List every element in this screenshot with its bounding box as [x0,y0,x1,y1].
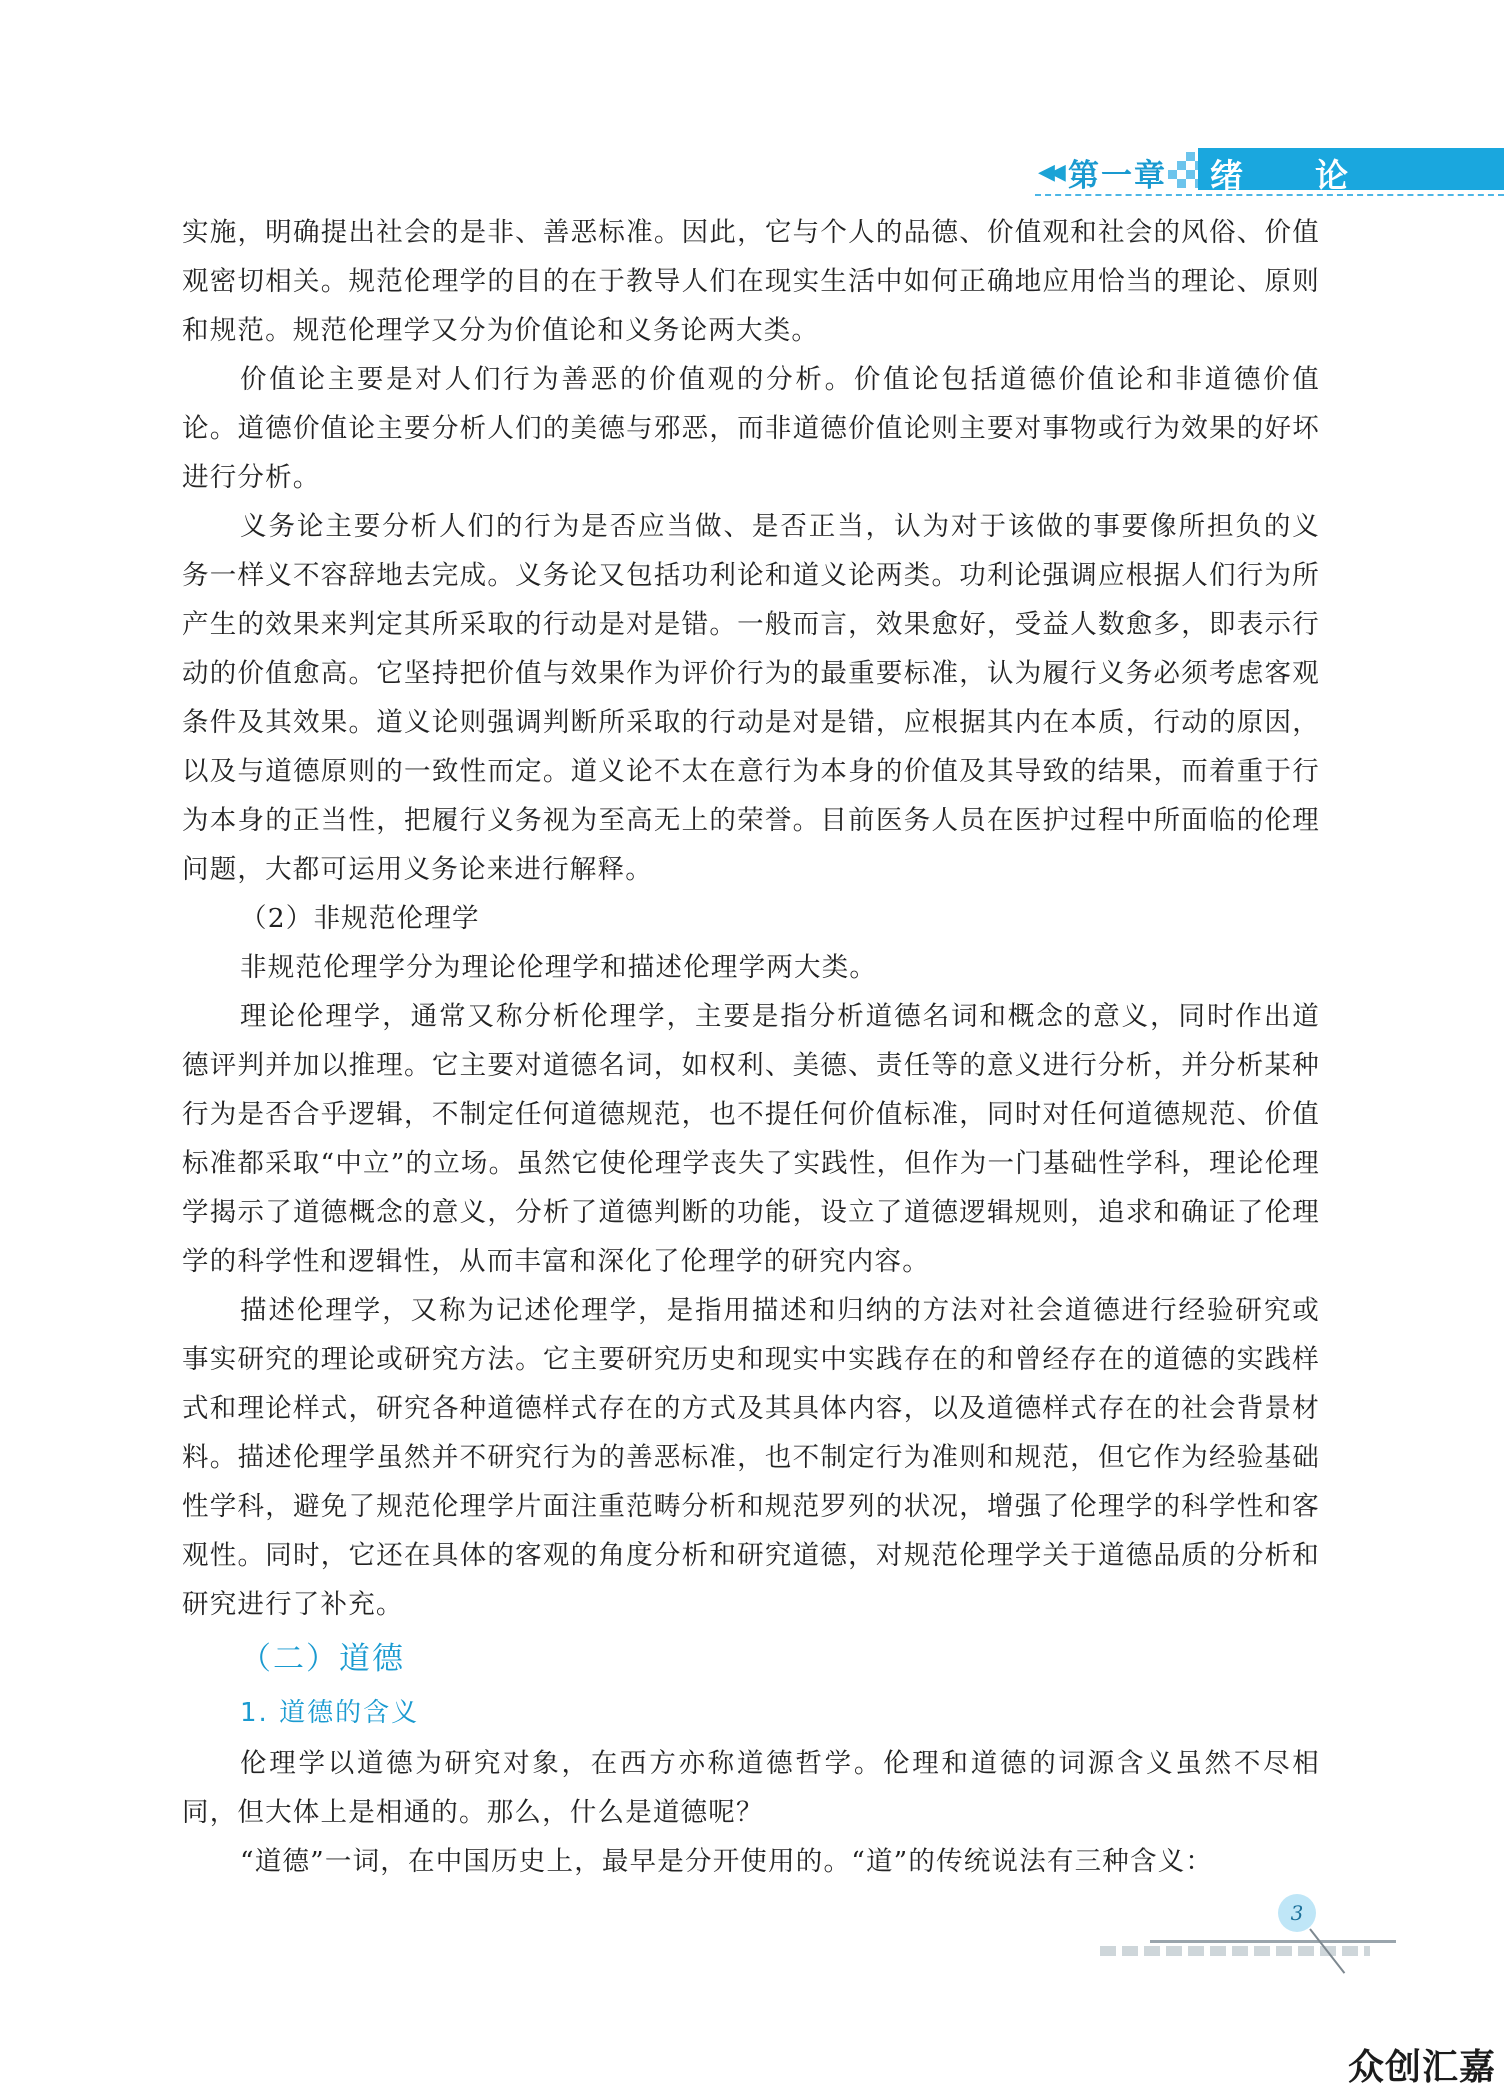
paragraph: 义务论主要分析人们的行为是否应当做、是否正当，认为对于该做的事要像所担负的义务一样义不容辞地去完成。义务论又包括功利论和道义论两类。功利论强调应根据人们行为所产生的效果来判定其所采取的行动是对是错。一般而言，效果愈好，受益人数愈多，即表示行动的价值愈高。它坚持把价值与效果作为评价行为的最重要标准，认为履行义务必须考虑客观条件及其效果。道义论则强调判断所采取的行动是对是错，应根据其内在本质，行动的原因，以及与道德原则的一致性而定。道义论不太在意行为本身的价值及其导致的结果，而着重于行为本身的正当性，把履行义务视为至高无上的荣誉。目前医务人员在医护过程中所面临的伦理问题，大都可运用义务论来进行解释。 [182,511,1320,885]
paragraph: 实施，明确提出社会的是非、善恶标准。因此，它与个人的品德、价值观和社会的风俗、价值观密切相关。规范伦理学的目的在于教导人们在现实生活中如何正确地应用恰当的理论、原则和规范。规范伦理学又分为价值论和义务论两大类。 [182,217,1320,346]
running-header [0,0,1504,200]
paragraph: 理论伦理学，通常又称分析伦理学，主要是指分析道德名词和概念的意义，同时作出道德评判并加以推理。它主要对道德名词，如权利、美德、责任等的意义进行分析，并分析某种行为是否合乎逻辑，不制定任何道德规范，也不提任何价值标准，同时对任何道德规范、价值标准都采取“中立”的立场。虽然它使伦理学丧失了实践性，但作为一门基础性学科，理论伦理学揭示了道德概念的意义，分析了道德判断的功能，设立了道德逻辑规则，追求和确证了伦理学的科学性和逻辑性，从而丰富和深化了伦理学的研究内容。 [182,1001,1320,1277]
paragraph: 价值论主要是对人们行为善恶的价值观的分析。价值论包括道德价值论和非道德价值论。道德价值论主要分析人们的美德与邪恶，而非道德价值论则主要对事物或行为效果的好坏进行分析。 [182,364,1320,493]
footer-rule [1150,1940,1396,1943]
page-body [182,208,1320,1886]
double-arrow-left-icon: ◀◀ [1038,160,1060,185]
paragraph: 非规范伦理学分为理论伦理学和描述伦理学两大类。 [240,952,878,983]
header-dashed-rule [1035,194,1504,196]
paragraph: 描述伦理学，又称为记述伦理学，是指用描述和归纳的方法对社会道德进行经验研究或事实研究的理论或研究方法。它主要研究历史和现实中实践存在的和曾经存在的道德的实践样式和理论样式，研究各种道德样式存在的方式及其具体内容，以及道德样式存在的社会背景材料。描述伦理学虽然并不研究行为的善恶标准，也不制定行为准则和规范，但它作为经验基础性学科，避免了规范伦理学片面注重范畴分析和规范罗列的状况，增强了伦理学的科学性和客观性。同时，它还在具体的客观的角度分析和研究道德，对规范伦理学关于道德品质的分析和研究进行了补充。 [182,1295,1320,1620]
paragraph: “道德”一词，在中国历史上，最早是分开使用的。“道”的传统说法有三种含义： [240,1846,1214,1877]
subsection-heading: 1. 道德的含义 [240,1698,420,1728]
watermark-logo: 众创汇嘉 [1347,2047,1496,2088]
page-number: 3 [1278,1894,1316,1932]
chapter-title: 绪 论 [1210,156,1350,195]
paragraph: 伦理学以道德为研究对象，在西方亦称道德哲学。伦理和道德的词源含义虽然不尽相同，但大体上是相通的。那么，什么是道德呢？ [182,1748,1320,1828]
section-heading: （二）道德 [240,1641,405,1677]
chapter-label: 第一章 [1068,158,1167,194]
paragraph-subheading: （2）非规范伦理学 [240,903,480,934]
